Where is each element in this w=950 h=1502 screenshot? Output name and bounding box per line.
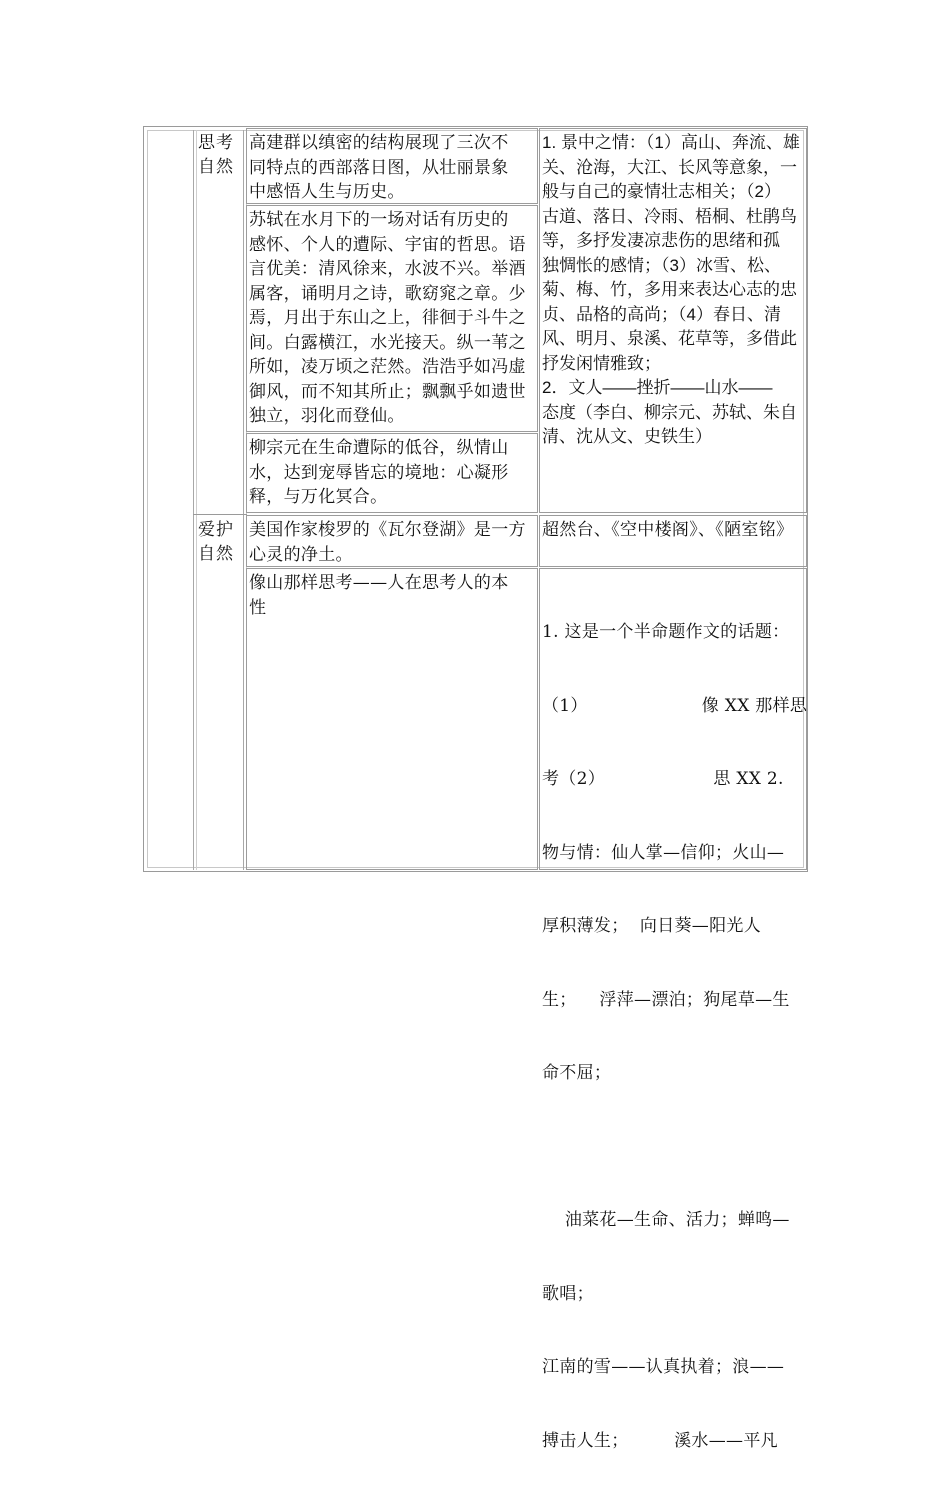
note-line: 超然台、《空中楼阁》、《陋室铭》 [542, 520, 794, 540]
note-line: 抒发闲情雅致； [542, 353, 661, 373]
note-line: 油菜花—生命、活力；蝉鸣— [542, 1210, 790, 1230]
text-line: 心灵的净土。 [249, 544, 353, 565]
note-line: 古道、落日、冷雨、梧桐、杜鹃鸟 [542, 206, 797, 226]
note-line: 菊、梅、竹，多用来表达心志的忠 [542, 280, 797, 299]
text-line: 美国作家梭罗的《瓦尔登湖》是一方 [249, 520, 526, 540]
note-line: 清、沈从文、史铁生） [542, 427, 712, 446]
note-line: 般与自己的豪情壮志相关；（2） [542, 182, 781, 201]
note-line: 1. 这是一个半命题作文的话题： [542, 622, 790, 642]
text-line: 中感悟人生与历史。 [249, 182, 405, 202]
text-line: 苏轼在水月下的一场对话有历史的 [249, 210, 509, 230]
text-line: 感怀、个人的遭际、宇宙的哲思。语 [249, 234, 526, 255]
text-cell-2 [246, 205, 538, 432]
note-line: 2．文人——挫折——山水—— [542, 378, 773, 397]
text-cell-5 [246, 568, 538, 870]
note-line: 关、沧海，大江、长风等意象，一 [542, 157, 797, 177]
note-line: 态度（李白、柳宗元、苏轼、朱自 [542, 402, 797, 422]
text-line: 释，与万化冥合。 [249, 487, 388, 507]
note-line: 歌唱； [542, 1283, 594, 1304]
text-line: 间。白露横江，水光接天。纵一苇之 [249, 332, 526, 353]
table-divider [196, 130, 197, 870]
text-line: 御风，而不知其所止；飘飘乎如遗世 [249, 381, 526, 402]
notes-cell-3 [539, 568, 808, 1451]
text-line: 言优美：清风徐来，水波不兴。举酒 [249, 259, 526, 279]
text-line: 高建群以缜密的结构展现了三次不 [249, 133, 509, 153]
text-line: 像山那样思考——人在思考人的本 [249, 573, 509, 593]
table-divider [193, 130, 194, 870]
notes-cell-2 [539, 515, 807, 567]
text-line: 同特点的西部落日图，从壮丽景象 [249, 157, 509, 178]
notes-cell-1 [539, 128, 807, 513]
note-line: 江南的雪——认真执着；浪—— [542, 1357, 785, 1377]
row-separator [193, 514, 247, 515]
note-line: （1） 像 XX 那样思 [542, 695, 808, 716]
text-cell-3 [246, 433, 538, 513]
text-line: 属客，诵明月之诗，歌窈窕之章。少 [249, 283, 526, 304]
category-label-2: 爱护自然 [198, 520, 234, 564]
note-line: 物与情：仙人掌—信仰；火山— [542, 842, 785, 863]
text-line: 性 [249, 597, 267, 618]
note-line: 生； 浮萍—漂泊；狗尾草—生 [542, 989, 790, 1010]
category-label-1: 思考自然 [198, 133, 234, 177]
note-line [542, 1135, 805, 1160]
text-cell-4 [246, 515, 538, 567]
note-line: 贞、品格的高尚；（4）春日、清 [542, 304, 781, 324]
text-line: 水，达到宠辱皆忘的境地：心凝形 [249, 462, 509, 483]
text-line: 焉，月出于东山之上，徘徊于斗牛之 [249, 308, 526, 328]
note-line: 考（2） 思 XX 2. [542, 769, 784, 789]
text-cell-1 [246, 128, 538, 204]
note-line: 风、明月、泉溪、花草等，多借此 [542, 329, 797, 348]
table-bottom-border [143, 871, 808, 872]
note-line: 厚积薄发； 向日葵—阳光人 [542, 916, 762, 936]
text-line: 柳宗元在生命遭际的低谷，纵情山 [249, 438, 509, 458]
table-divider [243, 130, 244, 870]
note-line: 等，多抒发凄凉悲伤的思绪和孤 [542, 231, 780, 250]
note-line: 1. 景中之情：（1）高山、奔流、雄 [542, 133, 800, 152]
text-line: 独立，羽化而登仙。 [249, 406, 405, 426]
note-line: 搏击人生； 溪水——平凡 [542, 1430, 778, 1451]
note-line: 独惆怅的感情；（3）冰雪、松、 [542, 255, 781, 275]
note-line: 命不屈； [542, 1063, 612, 1083]
text-line: 所如，凌万顷之茫然。浩浩乎如冯虚 [249, 357, 526, 377]
